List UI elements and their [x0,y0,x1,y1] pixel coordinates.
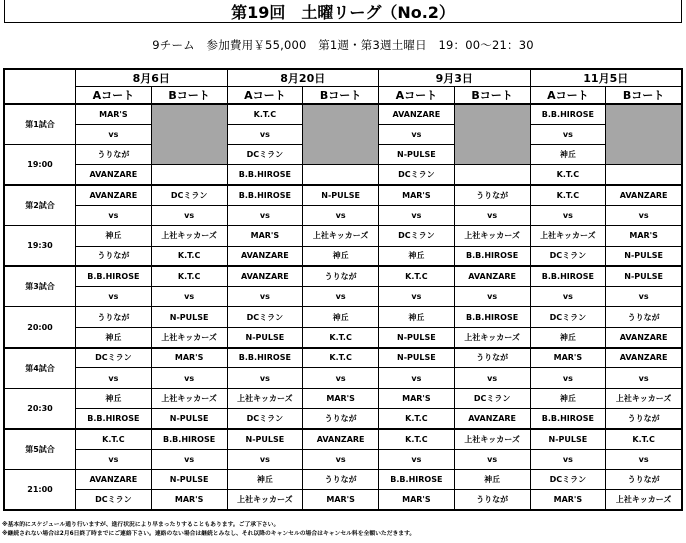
vs-label: vs [76,124,152,144]
team-name: 上社キッカーズ [606,388,682,408]
team-name: 上社キッカーズ [151,226,227,246]
empty-ref-cell [454,165,530,185]
team-name: DCミラン [530,307,606,327]
vs-label: vs [76,449,152,469]
team-name: DCミラン [151,185,227,205]
team-name: DCミラン [227,145,303,165]
schedule-body [5,104,682,510]
referee-team: AVANZARE [606,327,682,347]
vs-label: vs [454,205,530,225]
team-name: うりなが [303,469,379,489]
referee-team: 上社キッカーズ [151,327,227,347]
court-header: Bコート [303,87,379,105]
match-time: 19:30 [5,226,76,267]
title-text: 第19回 土曜リーグ（No.2） [231,2,455,22]
note-line: ※継続されない場合は2月6日終了時までにご連絡下さい。連絡のない場合は継続とみなし、それ以降のキャンセルの場合はキャンセル料を全額いただきます。 [2,531,416,537]
court-header: Aコート [227,87,303,105]
match-label: 第3試合 [5,266,76,307]
vs-label: vs [151,205,227,225]
team-name: K.T.C [151,266,227,286]
match-time: 21:00 [5,469,76,510]
vs-label: vs [379,205,455,225]
referee-team: うりなが [454,490,530,510]
team-name: MAR'S [530,348,606,368]
team-name: B.B.HIROSE [151,429,227,449]
note-line: ※基本的にスケジュール通り行いますが、進行状況により早まったりすることもあります。ご了承下さい。 [2,522,280,528]
vs-label: vs [151,449,227,469]
team-name: うりなが [606,307,682,327]
team-name: 神丘 [76,388,152,408]
vs-label: vs [303,368,379,388]
empty-slot [151,104,227,165]
vs-label: vs [530,124,606,144]
team-name: うりなが [76,307,152,327]
referee-team: N-PULSE [379,327,455,347]
team-name: B.B.HIROSE [227,348,303,368]
table-row [5,469,682,489]
team-name: 神丘 [76,226,152,246]
referee-team: N-PULSE [606,246,682,266]
court-header: Bコート [151,87,227,105]
team-name: 神丘 [454,469,530,489]
vs-label: vs [227,368,303,388]
empty-ref-cell [151,165,227,185]
referee-team: MAR'S [379,490,455,510]
team-name: AVANZARE [606,348,682,368]
vs-label: vs [303,287,379,307]
team-name: K.T.C [530,185,606,205]
vs-label: vs [151,368,227,388]
table-row [5,185,682,205]
table-row [5,165,682,185]
vs-label: vs [530,449,606,469]
court-header: Aコート [379,87,455,105]
corner-cell [5,70,76,105]
team-name: MAR'S [303,388,379,408]
schedule-table [4,69,682,510]
referee-team: うりなが [606,408,682,428]
vs-label: vs [606,449,682,469]
team-name: AVANZARE [606,185,682,205]
team-name: うりなが [606,469,682,489]
team-name: MAR'S [76,104,152,124]
team-name: うりなが [76,145,152,165]
table-row [5,429,682,449]
empty-ref-cell [606,165,682,185]
team-name: 上社キッカーズ [454,226,530,246]
vs-label: vs [530,287,606,307]
table-row [5,368,682,388]
table-row [5,388,682,408]
team-name: MAR'S [606,226,682,246]
date-header: 8月6日 [76,70,228,87]
vs-label: vs [606,287,682,307]
referee-team: 神丘 [530,327,606,347]
vs-label: vs [379,449,455,469]
team-name: K.T.C [606,429,682,449]
team-name: 上社キッカーズ [151,388,227,408]
team-name: DCミラン [454,388,530,408]
empty-slot [606,104,682,165]
team-name: DCミラン [379,226,455,246]
empty-slot [303,104,379,165]
court-header: Aコート [76,87,152,105]
referee-team: N-PULSE [151,408,227,428]
table-row [5,327,682,347]
team-name: DCミラン [76,348,152,368]
table-row [5,307,682,327]
table-row [5,104,682,124]
referee-team: 上社キッカーズ [454,327,530,347]
vs-label: vs [379,368,455,388]
empty-slot [454,104,530,165]
team-name: MAR'S [227,226,303,246]
table-row [5,226,682,246]
team-name: K.T.C [379,429,455,449]
team-name: 上社キッカーズ [454,429,530,449]
team-name: B.B.HIROSE [454,307,530,327]
team-name: K.T.C [379,266,455,286]
referee-team: K.T.C [303,327,379,347]
match-time: 19:00 [5,145,76,186]
referee-team: K.T.C [379,408,455,428]
vs-label: vs [530,205,606,225]
team-name: K.T.C [227,104,303,124]
referee-team: B.B.HIROSE [454,246,530,266]
referee-team: うりなが [303,408,379,428]
referee-team: 上社キッカーズ [227,490,303,510]
team-name: AVANZARE [76,185,152,205]
team-name: 上社キッカーズ [227,388,303,408]
team-name: AVANZARE [227,266,303,286]
referee-team: K.T.C [530,165,606,185]
referee-team: AVANZARE [76,165,152,185]
table-row [5,246,682,266]
table-row [5,490,682,510]
vs-label: vs [454,368,530,388]
team-name: B.B.HIROSE [530,104,606,124]
referee-team: B.B.HIROSE [530,408,606,428]
date-header: 11月5日 [530,70,682,87]
vs-label: vs [379,124,455,144]
referee-team: DCミラン [76,490,152,510]
referee-team: 上社キッカーズ [606,490,682,510]
vs-label: vs [227,124,303,144]
team-name: N-PULSE [379,348,455,368]
referee-team: DCミラン [227,408,303,428]
referee-team: AVANZARE [227,246,303,266]
team-name: N-PULSE [379,145,455,165]
team-name: N-PULSE [303,185,379,205]
team-name: N-PULSE [151,469,227,489]
court-header: Aコート [530,87,606,105]
vs-label: vs [379,287,455,307]
team-name: MAR'S [379,185,455,205]
team-name: K.T.C [76,429,152,449]
empty-ref-cell [303,165,379,185]
team-name: AVANZARE [379,104,455,124]
referee-team: 神丘 [76,327,152,347]
match-label: 第2試合 [5,185,76,226]
court-header: Bコート [454,87,530,105]
vs-label: vs [454,449,530,469]
table-row [5,408,682,428]
team-name: MAR'S [151,348,227,368]
table-row [5,266,682,286]
team-name: B.B.HIROSE [76,266,152,286]
court-header: Bコート [606,87,682,105]
referee-team: MAR'S [303,490,379,510]
date-header-row [5,70,682,87]
table-row [5,205,682,225]
referee-team: MAR'S [151,490,227,510]
team-name: 神丘 [303,307,379,327]
vs-label: vs [76,205,152,225]
table-row [5,348,682,368]
team-name: AVANZARE [76,469,152,489]
team-name: 神丘 [530,388,606,408]
referee-team: DCミラン [379,165,455,185]
vs-label: vs [454,287,530,307]
team-name: うりなが [454,348,530,368]
referee-team: AVANZARE [454,408,530,428]
team-name: DCミラン [227,307,303,327]
team-name: 神丘 [530,145,606,165]
table-row [5,449,682,469]
vs-label: vs [227,205,303,225]
team-name: MAR'S [379,388,455,408]
page-title [4,0,682,23]
match-label: 第5試合 [5,429,76,470]
referee-team: DCミラン [530,246,606,266]
referee-team: B.B.HIROSE [227,165,303,185]
team-name: DCミラン [530,469,606,489]
referee-team: 神丘 [303,246,379,266]
date-header: 9月3日 [379,70,531,87]
referee-team: N-PULSE [227,327,303,347]
team-name: うりなが [303,266,379,286]
team-name: 上社キッカーズ [303,226,379,246]
vs-label: vs [303,205,379,225]
table-row [5,287,682,307]
notes [2,521,684,539]
team-name: 上社キッカーズ [530,226,606,246]
vs-label: vs [76,287,152,307]
team-name: 神丘 [379,307,455,327]
team-name: N-PULSE [151,307,227,327]
vs-label: vs [151,287,227,307]
team-name: B.B.HIROSE [227,185,303,205]
vs-label: vs [303,449,379,469]
team-name: N-PULSE [530,429,606,449]
referee-team: B.B.HIROSE [76,408,152,428]
vs-label: vs [606,368,682,388]
team-name: うりなが [454,185,530,205]
team-name: AVANZARE [454,266,530,286]
team-name: 神丘 [227,469,303,489]
vs-label: vs [227,287,303,307]
team-name: N-PULSE [606,266,682,286]
referee-team: 神丘 [379,246,455,266]
vs-label: vs [606,205,682,225]
vs-label: vs [530,368,606,388]
match-time: 20:30 [5,388,76,429]
team-name: B.B.HIROSE [530,266,606,286]
match-time: 20:00 [5,307,76,348]
referee-team: K.T.C [151,246,227,266]
team-name: B.B.HIROSE [379,469,455,489]
referee-team: MAR'S [530,490,606,510]
match-label: 第1試合 [5,104,76,145]
team-name: AVANZARE [303,429,379,449]
vs-label: vs [227,449,303,469]
vs-label: vs [76,368,152,388]
league-subtitle: 9チーム 参加費用￥55,000 第1週・第3週土曜日 19：00〜21：30 [152,38,534,52]
match-label: 第4試合 [5,348,76,389]
date-header: 8月20日 [227,70,379,87]
team-name: K.T.C [303,348,379,368]
referee-team: うりなが [76,246,152,266]
court-header-row [5,87,682,105]
team-name: N-PULSE [227,429,303,449]
